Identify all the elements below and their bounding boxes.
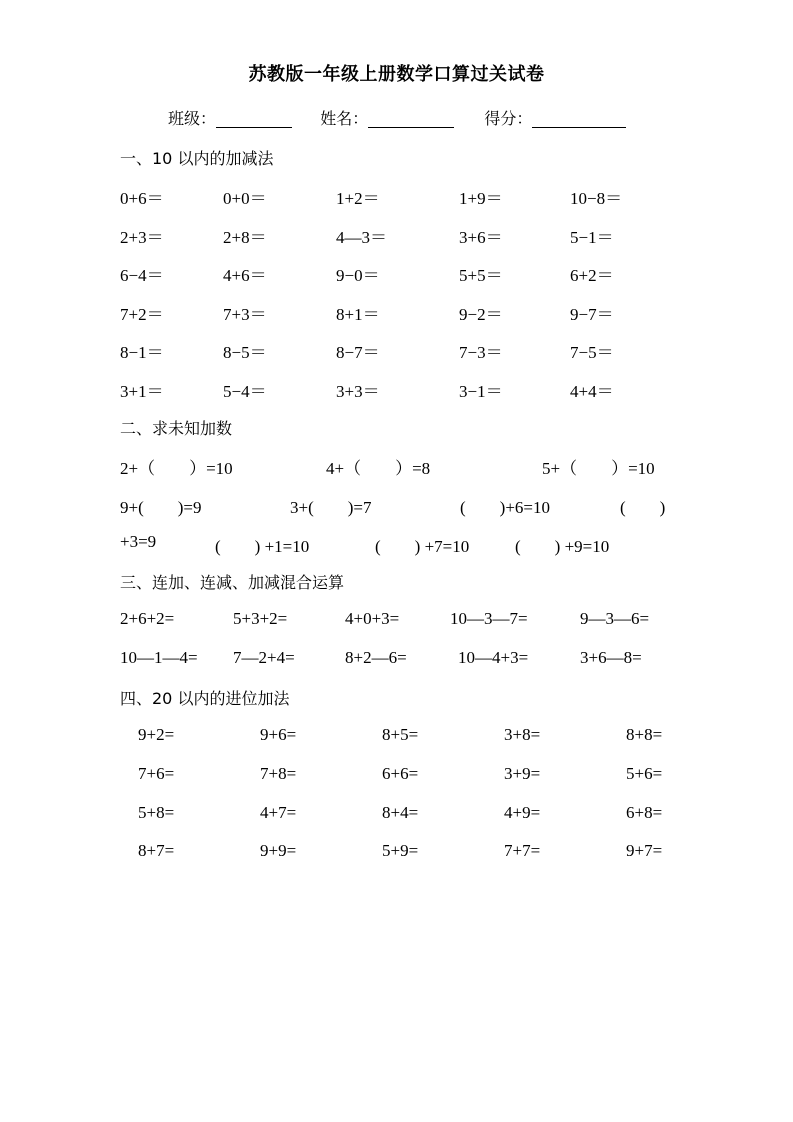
problem-item: 8+4=: [382, 802, 419, 822]
score-label: 得分：: [484, 109, 533, 128]
problem-item: 8+7=: [138, 841, 175, 861]
problem-item: 3+9=: [504, 763, 541, 783]
problem-item: 10−8＝: [570, 189, 623, 208]
problem-item: 3−1＝: [459, 382, 503, 401]
section-4-heading: 四、20 以内的进位加法: [120, 689, 290, 708]
problem-item: 4—3＝: [336, 227, 387, 247]
problem-item: 3+1＝: [120, 382, 164, 401]
problem-item: 8+5=: [382, 725, 419, 744]
problem-item: 10—4+3=: [458, 648, 529, 667]
problem-item: 9−7＝: [570, 304, 614, 324]
problem-item: ( ) +1=10: [215, 537, 310, 556]
problem-item: 8−1＝: [120, 343, 164, 363]
problem-item: 5+6=: [626, 763, 663, 783]
name-label: 姓名：: [320, 109, 369, 128]
problem-item: 6+8=: [626, 802, 663, 822]
problem-item: 4+（ ）=8: [326, 459, 431, 478]
problem-item: 7+6=: [138, 763, 175, 783]
problem-item: 7—2+4=: [233, 648, 295, 667]
problem-item: ( )+6=10: [460, 498, 550, 517]
problem-item: 4+9=: [504, 802, 541, 822]
problem-item: 7−5＝: [570, 343, 614, 363]
problem-item: 7+2＝: [120, 304, 164, 324]
problem-item: 6+6=: [382, 763, 419, 783]
problem-item: 8+1＝: [336, 304, 380, 324]
problem-item: 0+0＝: [223, 189, 267, 208]
problem-item: 9−2＝: [459, 304, 503, 324]
section-1-heading: 一、10 以内的加减法: [120, 149, 274, 168]
problem-item: 6−4＝: [120, 266, 164, 286]
problem-item: 8−7＝: [336, 343, 380, 363]
problem-item: 7+8=: [260, 763, 297, 783]
problem-item: 8+2—6=: [345, 648, 407, 667]
student-info: [168, 106, 626, 129]
problem-item: 4+0+3=: [345, 609, 400, 628]
problem-item: 5−1＝: [570, 227, 614, 247]
problem-item: 2+（ ）=10: [120, 459, 233, 478]
problem-item: 9+9=: [260, 841, 297, 861]
problem-item: 3+8=: [504, 725, 541, 744]
problem-item: 5−4＝: [223, 382, 267, 401]
problem-item: 1+2＝: [336, 189, 380, 208]
problem-item: 9+2=: [138, 725, 175, 744]
problem-item: 3+6＝: [459, 227, 503, 247]
problem-item: 5+（ ）=10: [542, 459, 655, 478]
problem-item: 5+3+2=: [233, 609, 288, 628]
problem-item: 2+3＝: [120, 227, 164, 247]
problem-item: 7+7=: [504, 841, 541, 861]
problem-item: 9—3—6=: [580, 609, 650, 628]
class-label: 班级：: [168, 109, 217, 128]
problem-item: 5+8=: [138, 802, 175, 822]
problem-item: 6+2＝: [570, 266, 614, 286]
problem-item: 2+8＝: [223, 227, 267, 247]
problem-item: 5+9=: [382, 841, 419, 861]
problem-item: 9−0＝: [336, 266, 380, 286]
problem-item: ( ): [620, 498, 666, 517]
problem-item: +3=9: [120, 532, 157, 551]
problem-item: 10—1—4=: [120, 648, 198, 667]
section-3-heading: 三、连加、连减、加减混合运算: [120, 573, 345, 592]
problem-item: 7+3＝: [223, 304, 267, 324]
problem-item: 3+3＝: [336, 382, 380, 401]
problem-item: 9+( )=9: [120, 498, 202, 517]
problem-item: 4+4＝: [570, 382, 614, 401]
problem-item: 8−5＝: [223, 343, 267, 363]
problem-item: 5+5＝: [459, 266, 503, 286]
problem-item: 4+7=: [260, 802, 297, 822]
problem-item: 8+8=: [626, 725, 663, 744]
problem-item: 7−3＝: [459, 343, 503, 363]
problem-item: 4+6＝: [223, 266, 267, 286]
problem-item: ( ) +9=10: [515, 537, 610, 556]
name-field[interactable]: [368, 110, 454, 128]
class-field[interactable]: [216, 110, 292, 128]
score-field[interactable]: [532, 110, 626, 128]
problem-item: 9+7=: [626, 841, 663, 861]
problem-item: 10—3—7=: [450, 609, 528, 628]
problem-item: 3+6—8=: [580, 648, 642, 667]
section-2-heading: 二、求未知加数: [120, 419, 233, 438]
problem-item: 9+6=: [260, 725, 297, 744]
page-title: 苏教版一年级上册数学口算过关试卷: [248, 64, 545, 85]
problem-item: 3+( )=7: [290, 498, 372, 517]
problem-item: 0+6＝: [120, 189, 164, 208]
problem-item: 1+9＝: [459, 189, 503, 208]
problem-item: 2+6+2=: [120, 609, 175, 628]
problem-item: ( ) +7=10: [375, 537, 470, 556]
